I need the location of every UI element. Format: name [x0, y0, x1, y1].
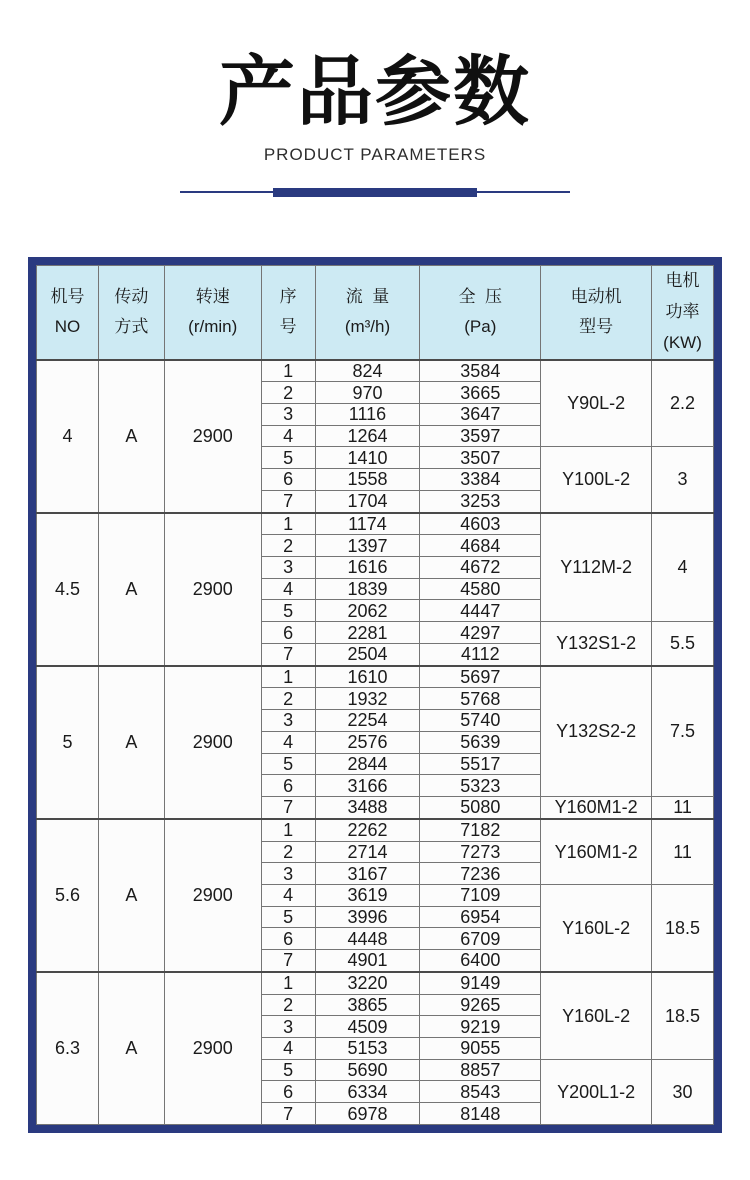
seq-cell: 5	[261, 753, 315, 775]
motor-model-cell: Y160L-2	[541, 972, 652, 1059]
pressure-cell: 5517	[420, 753, 541, 775]
seq-cell: 4	[261, 884, 315, 906]
pressure-cell: 7109	[420, 884, 541, 906]
motor-model-cell: Y160L-2	[541, 884, 652, 971]
table-row	[37, 972, 714, 994]
drive-cell: A	[98, 819, 164, 972]
col-header-line: 功率	[665, 301, 700, 321]
col-header-drive	[98, 266, 164, 360]
col-header-line: 序	[279, 286, 297, 306]
seq-cell: 4	[261, 578, 315, 600]
machine-no-cell: 4.5	[37, 513, 99, 666]
parameters-table	[36, 265, 714, 1125]
seq-cell: 3	[261, 557, 315, 579]
speed-cell: 2900	[164, 819, 261, 972]
col-header-line: NO	[54, 317, 81, 337]
seq-cell: 5	[261, 906, 315, 928]
drive-cell: A	[98, 972, 164, 1125]
machine-no-cell: 4	[37, 360, 99, 513]
pressure-cell: 7236	[420, 863, 541, 885]
flow-cell: 1410	[315, 447, 420, 469]
power-cell: 2.2	[652, 360, 714, 447]
col-header-line: (m³/h)	[344, 317, 391, 337]
seq-cell: 3	[261, 403, 315, 425]
pressure-cell: 3665	[420, 382, 541, 404]
power-cell: 3	[652, 447, 714, 513]
power-cell: 18.5	[652, 884, 714, 971]
pressure-cell: 6954	[420, 906, 541, 928]
flow-cell: 3996	[315, 906, 420, 928]
drive-cell: A	[98, 666, 164, 819]
col-header-line: 电动机	[570, 286, 622, 306]
flow-cell: 1704	[315, 490, 420, 512]
speed-cell: 2900	[164, 666, 261, 819]
seq-cell: 2	[261, 535, 315, 557]
pressure-cell: 4672	[420, 557, 541, 579]
flow-cell: 1616	[315, 557, 420, 579]
pressure-cell: 5768	[420, 688, 541, 710]
table-row	[37, 819, 714, 841]
col-header-line: 电机	[665, 271, 700, 291]
pressure-cell: 5740	[420, 710, 541, 732]
pressure-cell: 7182	[420, 819, 541, 841]
seq-cell: 6	[261, 622, 315, 644]
flow-cell: 5690	[315, 1059, 420, 1081]
col-header-line: 方式	[114, 317, 149, 337]
pressure-cell: 8543	[420, 1081, 541, 1103]
col-header-pressure	[420, 266, 541, 360]
seq-cell: 7	[261, 643, 315, 665]
seq-cell: 1	[261, 972, 315, 994]
pressure-cell: 3647	[420, 403, 541, 425]
flow-cell: 3166	[315, 775, 420, 797]
divider-bar	[273, 188, 477, 197]
col-header-line: 流 量	[345, 286, 390, 306]
power-cell: 18.5	[652, 972, 714, 1059]
motor-model-cell: Y90L-2	[541, 360, 652, 447]
flow-cell: 824	[315, 360, 420, 382]
flow-cell: 3220	[315, 972, 420, 994]
flow-cell: 2281	[315, 622, 420, 644]
seq-cell: 1	[261, 819, 315, 841]
pressure-cell: 4603	[420, 513, 541, 535]
col-header-no	[37, 266, 99, 360]
pressure-cell: 5323	[420, 775, 541, 797]
machine-no-cell: 5.6	[37, 819, 99, 972]
seq-cell: 1	[261, 360, 315, 382]
pressure-cell: 9219	[420, 1016, 541, 1038]
seq-cell: 4	[261, 731, 315, 753]
flow-cell: 1610	[315, 666, 420, 688]
title-divider	[180, 188, 570, 197]
pressure-cell: 9055	[420, 1038, 541, 1060]
table-header	[37, 266, 714, 360]
pressure-cell: 4684	[420, 535, 541, 557]
table-row	[37, 513, 714, 535]
col-header-motor	[541, 266, 652, 360]
pressure-cell: 3584	[420, 360, 541, 382]
motor-model-cell: Y100L-2	[541, 447, 652, 513]
table-row	[37, 666, 714, 688]
table-body	[37, 360, 714, 1125]
flow-cell: 3865	[315, 994, 420, 1016]
pressure-cell: 4112	[420, 643, 541, 665]
seq-cell: 6	[261, 469, 315, 491]
seq-cell: 2	[261, 841, 315, 863]
parameters-table-frame	[28, 257, 722, 1133]
pressure-cell: 6709	[420, 928, 541, 950]
pressure-cell: 4580	[420, 578, 541, 600]
seq-cell: 3	[261, 1016, 315, 1038]
flow-cell: 2844	[315, 753, 420, 775]
pressure-cell: 4447	[420, 600, 541, 622]
flow-cell: 1839	[315, 578, 420, 600]
speed-cell: 2900	[164, 513, 261, 666]
col-header-line: 机号	[50, 286, 85, 306]
seq-cell: 5	[261, 600, 315, 622]
seq-cell: 3	[261, 863, 315, 885]
motor-model-cell: Y160M1-2	[541, 819, 652, 885]
pressure-cell: 8857	[420, 1059, 541, 1081]
col-header-line: 转速	[195, 286, 230, 306]
power-cell: 11	[652, 819, 714, 885]
flow-cell: 6978	[315, 1103, 420, 1125]
flow-cell: 3619	[315, 884, 420, 906]
seq-cell: 6	[261, 928, 315, 950]
seq-cell: 6	[261, 775, 315, 797]
pressure-cell: 3384	[420, 469, 541, 491]
machine-no-cell: 6.3	[37, 972, 99, 1125]
seq-cell: 7	[261, 796, 315, 818]
flow-cell: 1558	[315, 469, 420, 491]
drive-cell: A	[98, 513, 164, 666]
pressure-cell: 9149	[420, 972, 541, 994]
flow-cell: 2714	[315, 841, 420, 863]
seq-cell: 3	[261, 710, 315, 732]
power-cell: 4	[652, 513, 714, 622]
flow-cell: 2062	[315, 600, 420, 622]
speed-cell: 2900	[164, 972, 261, 1125]
seq-cell: 5	[261, 1059, 315, 1081]
motor-model-cell: Y200L1-2	[541, 1059, 652, 1124]
machine-no-cell: 5	[37, 666, 99, 819]
seq-cell: 7	[261, 490, 315, 512]
motor-model-cell: Y132S1-2	[541, 622, 652, 666]
page-title: 产品参数	[219, 47, 531, 136]
flow-cell: 6334	[315, 1081, 420, 1103]
power-cell: 7.5	[652, 666, 714, 797]
col-header-line: (r/min)	[188, 317, 238, 337]
col-header-line: (Pa)	[464, 317, 497, 337]
flow-cell: 4509	[315, 1016, 420, 1038]
flow-cell: 1174	[315, 513, 420, 535]
flow-cell: 3488	[315, 796, 420, 818]
seq-cell: 4	[261, 425, 315, 447]
flow-cell: 2576	[315, 731, 420, 753]
flow-cell: 4448	[315, 928, 420, 950]
power-cell: 5.5	[652, 622, 714, 666]
pressure-cell: 3597	[420, 425, 541, 447]
col-header-line: (KW)	[663, 332, 702, 352]
pressure-cell: 3253	[420, 490, 541, 512]
seq-cell: 4	[261, 1038, 315, 1060]
col-header-line: 型号	[579, 317, 614, 337]
pressure-cell: 9265	[420, 994, 541, 1016]
flow-cell: 1397	[315, 535, 420, 557]
flow-cell: 2504	[315, 643, 420, 665]
col-header-line: 全 压	[458, 286, 503, 306]
pressure-cell: 4297	[420, 622, 541, 644]
pressure-cell: 5639	[420, 731, 541, 753]
col-header-power	[652, 266, 714, 360]
table-row	[37, 360, 714, 382]
power-cell: 11	[652, 796, 714, 818]
col-header-line: 传动	[114, 286, 149, 306]
motor-model-cell: Y112M-2	[541, 513, 652, 622]
page-subtitle: PRODUCT PARAMETERS	[263, 144, 487, 164]
flow-cell: 4901	[315, 950, 420, 972]
seq-cell: 2	[261, 382, 315, 404]
seq-cell: 2	[261, 688, 315, 710]
motor-model-cell: Y160M1-2	[541, 796, 652, 818]
seq-cell: 2	[261, 994, 315, 1016]
flow-cell: 970	[315, 382, 420, 404]
col-header-seq	[261, 266, 315, 360]
flow-cell: 1932	[315, 688, 420, 710]
pressure-cell: 8148	[420, 1103, 541, 1125]
pressure-cell: 5697	[420, 666, 541, 688]
flow-cell: 2262	[315, 819, 420, 841]
drive-cell: A	[98, 360, 164, 513]
flow-cell: 5153	[315, 1038, 420, 1060]
seq-cell: 7	[261, 950, 315, 972]
speed-cell: 2900	[164, 360, 261, 513]
pressure-cell: 5080	[420, 796, 541, 818]
pressure-cell: 6400	[420, 950, 541, 972]
seq-cell: 6	[261, 1081, 315, 1103]
col-header-line: 号	[279, 317, 297, 337]
seq-cell: 5	[261, 447, 315, 469]
flow-cell: 3167	[315, 863, 420, 885]
motor-model-cell: Y132S2-2	[541, 666, 652, 797]
seq-cell: 1	[261, 513, 315, 535]
flow-cell: 2254	[315, 710, 420, 732]
seq-cell: 1	[261, 666, 315, 688]
seq-cell: 7	[261, 1103, 315, 1125]
pressure-cell: 7273	[420, 841, 541, 863]
pressure-cell: 3507	[420, 447, 541, 469]
power-cell: 30	[652, 1059, 714, 1124]
col-header-flow	[315, 266, 420, 360]
col-header-speed	[164, 266, 261, 360]
flow-cell: 1264	[315, 425, 420, 447]
flow-cell: 1116	[315, 403, 420, 425]
